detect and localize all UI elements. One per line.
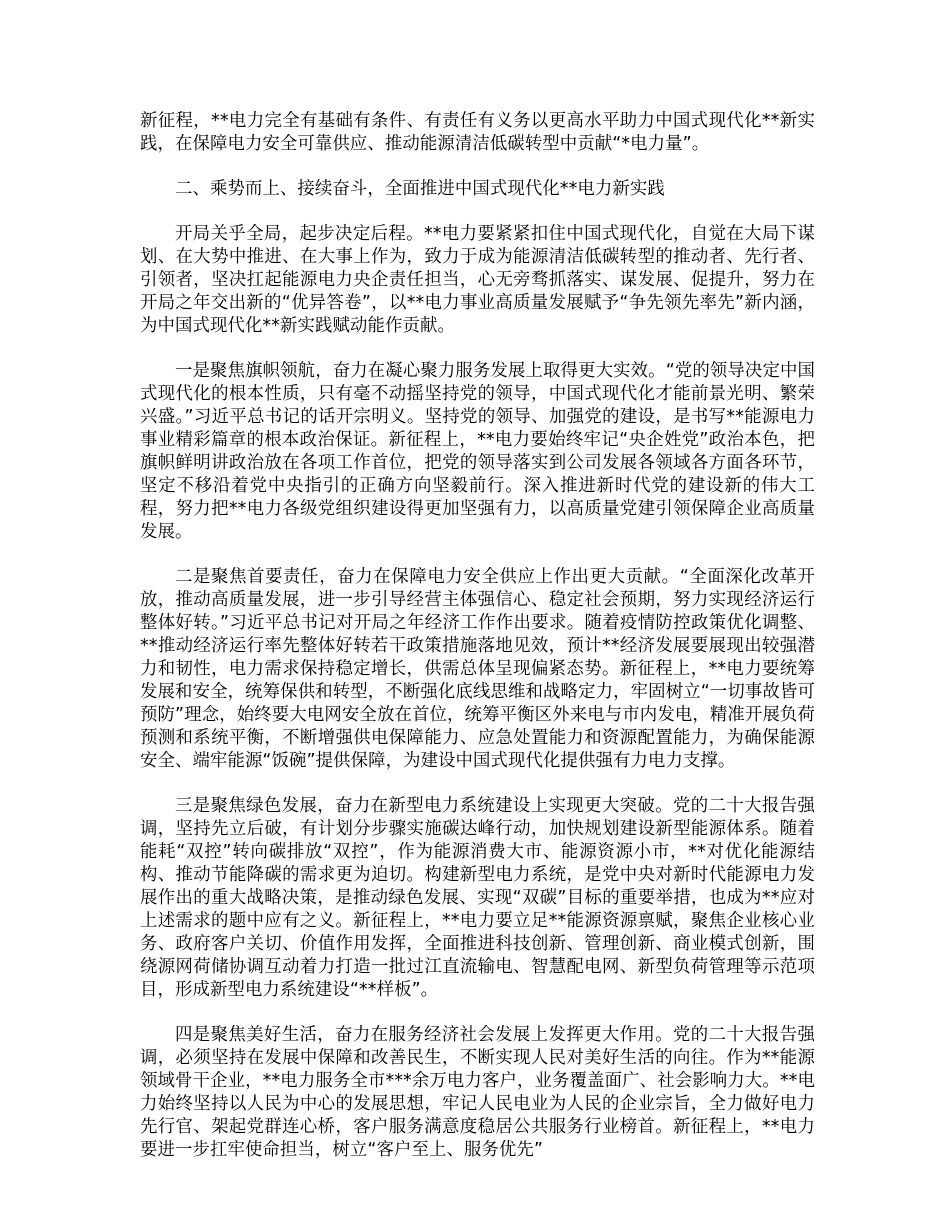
paragraph-intro-continuation: 新征程，**电力完全有基础有条件、有责任有义务以更高水平助力中国式现代化**新实践，在保障电力安全可靠供应、推动能源清洁低碳转型中贡献“*电力量”。	[140, 111, 815, 154]
paragraph-point-three: 三是聚焦绿色发展，奋力在新型电力系统建设上实现更大突破。党的二十大报告强调，坚持先立后破，有计划分步骤实施碳达峰行动，加快规划建设新型能源体系。随着能耗“双控”转向碳排放“双控”，作为能源消费大市、能源资源小市，**对优化能源结构、推动节能降碳的需求更为迫切。构建新型电力系统，是党中央对新时代能源电力发展作出的重大战略决策，是推动绿色发展、实现“双碳”目标的重要举措，也成为**应对上述需求的题中应有之义。新征程上，**电力要立足**能源资源禀赋，聚焦企业核心业务、政府客户关切、价值作用发挥，全面推进科技创新、管理创新、商业模式创新，围绕源网荷储协调互动着力打造一批过江直流输电、智慧配电网、新型负荷管理等示范项目，形成新型电力系统建设“**样板”。	[140, 796, 815, 1000]
document-body	[140, 110, 815, 1184]
paragraph-point-two: 二是聚焦首要责任，奋力在保障电力安全供应上作出更大贡献。“全面深化改革开放，推动高质量发展，进一步引导经营主体强信心、稳定社会预期，努力实现经济运行整体好转。”习近平总书记对开局之年经济工作作出要求。随着疫情防控政策优化调整、**推动经济运行率先整体好转若干政策措施落地见效，预计**经济发展要展现出较强潜力和韧性，电力需求保持稳定增长，供需总体呈现偏紧态势。新征程上，**电力要统筹发展和安全，统筹保供和转型，不断强化底线思维和战略定力，牢固树立“一切事故皆可预防”理念，始终要大电网安全放在首位，统筹平衡区外来电与市内发电，精准开展负荷预测和系统平衡，不断增强供电保障能力、应急处置能力和资源配置能力，为确保能源安全、端牢能源“饭碗”提供保障，为建设中国式现代化提供强有力电力支撑。	[140, 567, 815, 771]
paragraph-overview: 开局关乎全局，起步决定后程。**电力要紧紧扣住中国式现代化，自觉在大局下谋划、在大势中推进、在大事上作为，致力于成为能源清洁低碳转型的推动者、先行者、引领者，坚决扛起能源电力央企责任担当，心无旁骛抓落实、谋发展、促提升，努力在开局之年交出新的“优异答卷”，以**电力事业高质量发展赋予“争先领先率先”新内涵，为中国式现代化**新实践赋动能作贡献。	[140, 224, 815, 336]
paragraph-point-one: 一是聚焦旗帜领航，奋力在凝心聚力服务发展上取得更大实效。“党的领导决定中国式现代化的根本性质，只有毫不动摇坚持党的领导，中国式现代化才能前景光明、繁荣兴盛。”习近平总书记的话开宗明义。坚持党的领导、加强党的建设，是书写**能源电力事业精彩篇章的根本政治保证。新征程上，**电力要始终牢记“央企姓党”政治本色，把旗帜鲜明讲政治放在各项工作首位，把党的领导落实到公司发展各领域各方面各环节，坚定不移沿着党中央指引的正确方向坚毅前行。深入推进新时代党的建设新的伟大工程，努力把**电力各级党组织建设得更加坚强有力，以高质量党建引领保障企业高质量发展。	[140, 361, 815, 542]
section-heading: 二、乘势而上、接续奋斗，全面推进中国式现代化**电力新实践	[175, 179, 665, 199]
paragraph-point-four: 四是聚焦美好生活，奋力在服务经济社会发展上发挥更大作用。党的二十大报告强调，必须坚持在发展中保障和改善民生，不断实现人民对美好生活的向往。作为**能源领域骨干企业，**电力服务全市***余万电力客户，业务覆盖面广、社会影响力大。**电力始终坚持以人民为中心的发展思想，牢记人民电业为人民的企业宗旨，全力做好电力先行官、架起党群连心桥，客户服务满意度稳居公共服务行业榜首。新征程上，**电力要进一步扛牢使命担当，树立“客户至上、服务优先”	[140, 1025, 815, 1160]
